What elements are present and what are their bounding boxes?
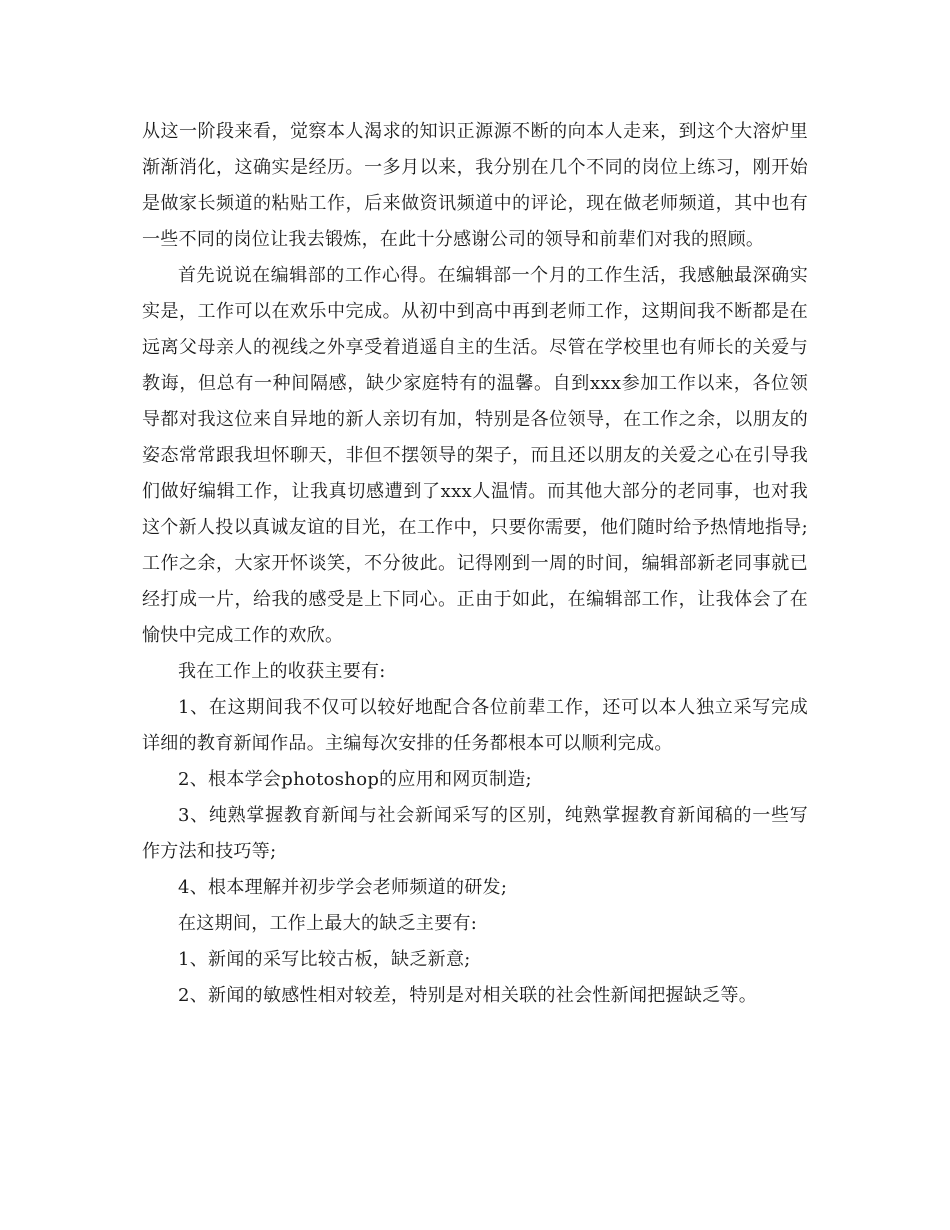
list-item-gain-4: 4、根本理解并初步学会老师频道的研发; bbox=[178, 877, 508, 898]
paragraph-intro: 从这一阶段来看，觉察本人渴求的知识正源源不断的向本人走来，到这个大溶炉里渐渐消化，这确实是经历。一多月以来，我分别在几个不同的岗位上练习，刚开始是做家长频道的粘贴工作，后来做资讯频道中的评论，现在做老师频道，其中也有一些不同的岗位让我去锻炼，在此十分感谢公司的领导和前辈们对我的照顾。 bbox=[142, 121, 808, 250]
paragraph-editorial-experience: 首先说说在编辑部的工作心得。在编辑部一个月的工作生活，我感触最深确实实是，工作可以在欢乐中完成。从初中到高中再到老师工作，这期间我不断都是在远离父母亲人的视线之外享受着逍遥自主的生活。尽管在学校里也有师长的关爱与教诲，但总有一种间隔感，缺少家庭特有的温馨。自到xxx参加工作以来，各位领导都对我这位来自异地的新人亲切有加，特别是各位领导，在工作之余，以朋友的姿态常常跟我坦怀聊天，非但不摆领导的架子，而且还以朋友的关爱之心在引导我们做好编辑工作，让我真切感遭到了xxx人温情。而其他大部分的老同事，也对我这个新人投以真诚友谊的目光，在工作中，只要你需要，他们随时给予热情地指导;工作之余，大家开怀谈笑，不分彼此。记得刚到一周的时间，编辑部新老同事就已经打成一片，给我的感受是上下同心。正由于如此，在编辑部工作，让我体会了在愉快中完成工作的欢欣。 bbox=[142, 265, 808, 646]
list-item-gain-3: 3、纯熟掌握教育新闻与社会新闻采写的区别，纯熟掌握教育新闻稿的一些写作方法和技巧等; bbox=[142, 805, 808, 862]
list-item-gain-2: 2、根本学会photoshop的应用和网页制造; bbox=[178, 769, 532, 790]
paragraph-gains-heading: 我在工作上的收获主要有: bbox=[178, 661, 386, 682]
document-body bbox=[142, 114, 808, 1014]
list-item-shortcoming-1: 1、新闻的采写比较古板，缺乏新意; bbox=[178, 949, 471, 970]
list-item-gain-1: 1、在这期间我不仅可以较好地配合各位前辈工作，还可以本人独立采写完成详细的教育新闻作品。主编每次安排的任务都根本可以顺利完成。 bbox=[142, 697, 808, 754]
paragraph-shortcomings-heading: 在这期间，工作上最大的缺乏主要有: bbox=[178, 913, 478, 934]
list-item-shortcoming-2: 2、新闻的敏感性相对较差，特别是对相关联的社会性新闻把握缺乏等。 bbox=[178, 985, 758, 1006]
